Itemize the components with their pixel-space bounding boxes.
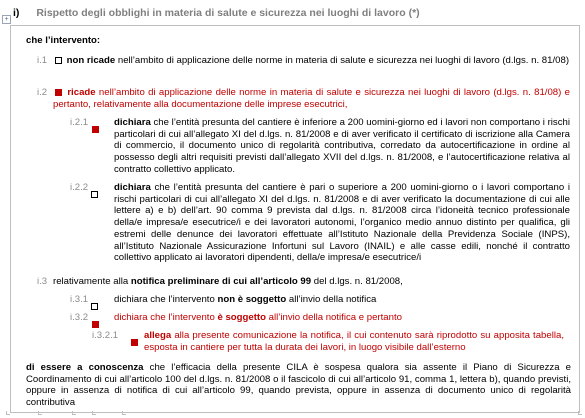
checkbox-i321-checked[interactable] [131, 332, 138, 350]
item-i22-label: i.2.2 [70, 182, 89, 193]
item-i31 [114, 294, 570, 306]
item-i31-label: i.3.1 [70, 294, 89, 305]
item-i21 [114, 117, 570, 176]
item-i32-pre: dichiara che l’intervento [114, 312, 218, 323]
section-header [13, 7, 420, 19]
item-i3-bold: notifica preliminare di cui all’articolo 99 [130, 276, 312, 287]
item-i32-label: i.3.2 [70, 312, 89, 323]
item-i2-label: i.2 [37, 87, 48, 98]
item-i1-text: nell’ambito di applicazione delle norme in materia di salute e sicurezza nei luoghi di lavoro (d.lgs. n. 81/08) [115, 55, 570, 66]
item-i22 [114, 182, 570, 264]
item-i21-label: i.2.1 [70, 117, 89, 128]
item-i321-bold: allega [144, 330, 172, 341]
table-move-handle-icon[interactable]: + [2, 15, 11, 24]
checkbox-i1[interactable] [55, 57, 62, 64]
item-i22-text: che l’entità presunta del cantiere è pari o superiore a 200 uomini-giorno o i lavori comportano i rischi particolari di cui all’allegato XI del d.lgs. n. 81/2008 e di aver verificato la documentazione di cui alle lettere a) e b) dell’art. 90 comma 9 prevista dal d.lgs. n. 81/2008 circa l’idoneità tecnico professionale della/e impresa/e esecutrice/i e dei lavoratori autonomi, l’organico medio annuo distinto per qualifica, gli estremi delle denunce dei lavoratori effettuate all’Istituto Nazionale della Previdenza Sociale (INPS), all’Istituto Nazionale Assicurazione Infortuni sul Lavoro (INAIL) e alle casse edili, nonché il contratto collettivo applicato ai lavoratori dipendenti, della/e impresa/e esecutrice/i [114, 182, 570, 264]
item-i1 [53, 55, 570, 67]
item-i1-bold: non ricade [66, 55, 116, 66]
item-i32-bold: è soggetto [217, 312, 266, 323]
item-i321-text: alla presente comunicazione la notifica, il cui contenuto sarà riprodotto su apposita tabella, esposta in cantiere per tutta la durata dei lavori, in luogo visibile dall’esterno [144, 330, 564, 353]
item-i32 [114, 312, 570, 324]
section-title: Rispetto degli obblighi in materia di salute e sicurezza nei luoghi di lavoro (*) [36, 7, 420, 19]
item-i321-label: i.3.2.1 [92, 330, 119, 341]
item-i3-pre: relativamente alla [53, 276, 131, 287]
item-i1-label: i.1 [37, 55, 48, 66]
item-i2 [53, 87, 570, 110]
item-i321 [144, 330, 564, 353]
checkbox-i21-checked[interactable] [92, 119, 99, 137]
frame-bottom-marks [6, 411, 582, 414]
item-i22-bold: dichiara [114, 182, 151, 193]
item-i21-text: che l’entità presunta del cantiere è inferiore a 200 uomini-giorno ed i lavori non comportano i rischi particolari di cui all’allegato XI del d.lgs. n. 81/2008 e di aver verificato il certificato di iscrizione alla Camera di commercio, il documento unico di regolarità contributiva, corredato da autocertificazione in ordine al possesso degli altri requisiti previsti dall’allegato XVII del d.lgs. n. 81/2008, e l’autocertificazione relativa al contratto collettivo applicato. [114, 117, 570, 175]
item-i31-post: all’invio della notifica [286, 294, 377, 305]
checkbox-i22[interactable] [91, 184, 98, 202]
section-number: i) [13, 7, 20, 19]
item-i3-label: i.3 [37, 276, 48, 287]
item-i2-text: nell’ambito di applicazione delle norme in materia di salute e sicurezza nei luoghi di lavoro (d.lgs. n. 81/08) e pertanto, relativamente alla documentazione delle imprese esecutrici, [53, 87, 570, 110]
lead-text: che l’intervento: [26, 35, 101, 46]
item-i3 [53, 276, 570, 288]
item-i32-post: all’invio della notifica e pertanto [265, 312, 402, 323]
closing-bold: di essere a conoscenza [26, 362, 144, 373]
checkbox-i2-checked[interactable] [55, 89, 62, 96]
item-i2-bold: ricade [67, 87, 96, 98]
closing-paragraph [26, 362, 571, 409]
checkbox-i31[interactable] [91, 296, 98, 314]
item-i31-pre: dichiara che l’intervento [114, 294, 218, 305]
item-i3-post: del d.lgs. n. 81/2008, [311, 276, 403, 287]
item-i21-bold: dichiara [114, 117, 151, 128]
closing-text: che l’efficacia della presente CILA è sospesa qualora sia assente il Piano di Sicurezza e Coordinamento di cui all’articolo 100 del d.lgs. n. 81/2008 o il fascicolo di cui all’articolo 91, comma 1, lettera b), quando previsti, oppure in assenza di notifica di cui all’articolo 99, quando prevista, oppure in assenza di documento unico di regolarità contributiva [26, 362, 571, 409]
item-i31-bold: non è soggetto [217, 294, 287, 305]
